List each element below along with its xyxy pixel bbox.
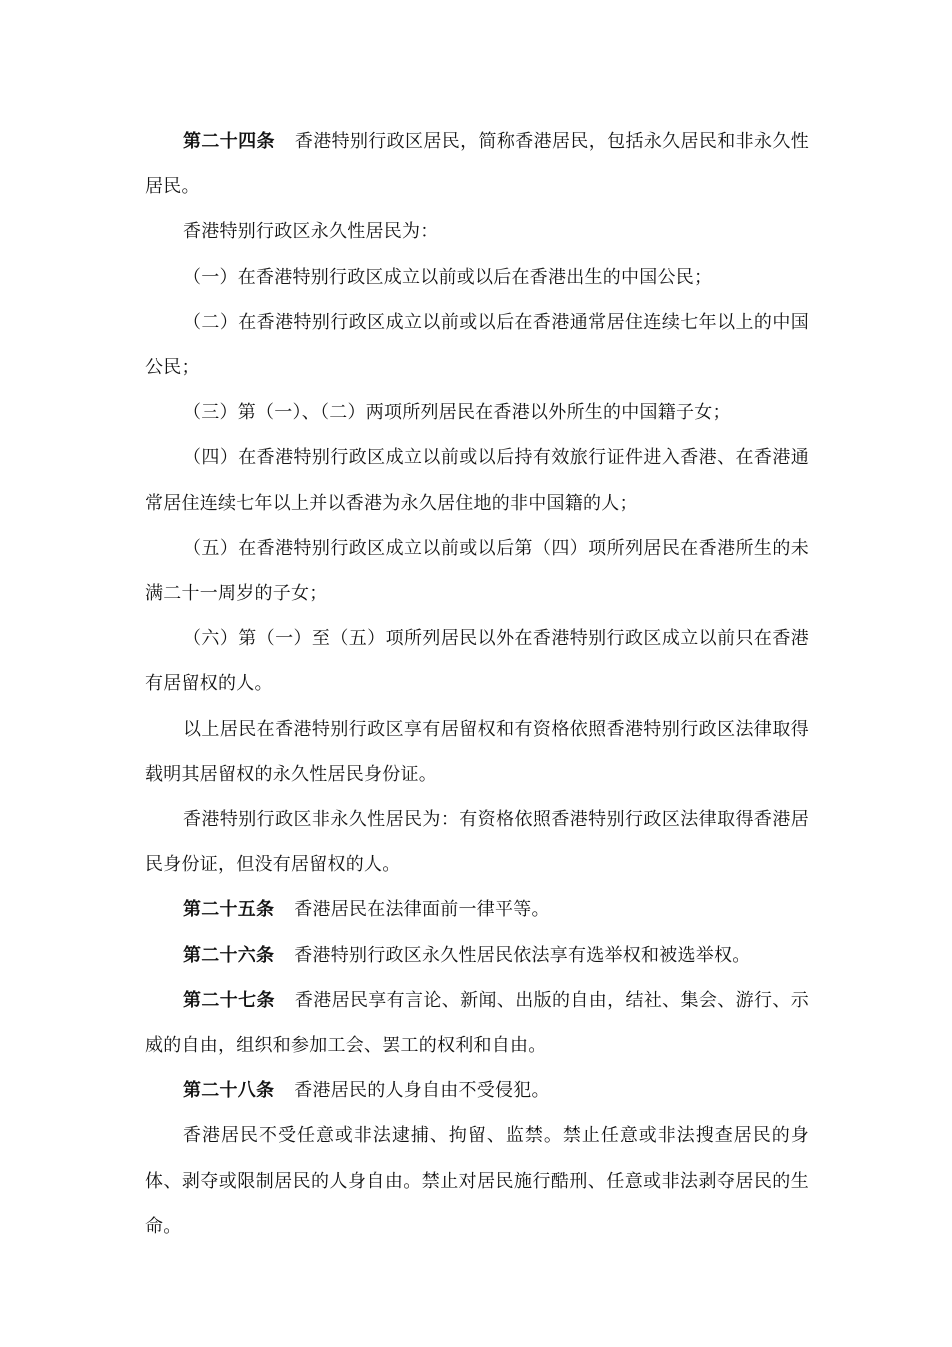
list-item [145,300,809,390]
list-item [145,435,809,525]
article-heading: 第二十八条 [183,1080,275,1102]
paragraph-article-27 [145,978,809,1068]
list-item [145,390,809,435]
paragraph-text: （一）在香港特别行政区成立以前或以后在香港出生的中国公民； [183,266,713,288]
paragraph-text: 香港特别行政区非永久性居民为：有资格依照香港特别行政区法律取得香港居民身份证，但没有居留权的人。 [145,809,809,876]
article-heading: 第二十四条 [183,131,275,152]
paragraph-text: 香港居民不受任意或非法逮捕、拘留、监禁。禁止任意或非法搜查居民的身体、剥夺或限制居民的人身自由。禁止对居民施行酷刑、任意或非法剥夺居民的生命。 [145,1125,809,1237]
paragraph [145,209,809,254]
paragraph [145,1113,809,1249]
article-heading: 第二十六条 [183,944,275,966]
paragraph-text: 香港特别行政区居民，简称香港居民，包括永久居民和非永久性居民。 [145,131,810,198]
paragraph-text: （五）在香港特别行政区成立以前或以后第（四）项所列居民在香港所生的未满二十一周岁的子女； [145,537,809,605]
article-heading: 第二十五条 [183,899,275,921]
paragraph-text: 香港居民在法律面前一律平等。 [294,899,550,921]
paragraph-text: （六）第（一）至（五）项所列居民以外在香港特别行政区成立以前只在香港有居留权的人。 [145,628,809,695]
paragraph-text: 香港特别行政区永久性居民为： [183,221,439,243]
document-body [145,119,809,1249]
paragraph-article-28 [145,1068,809,1113]
paragraph-article-24 [145,119,809,209]
list-item [145,255,809,300]
paragraph-text: （二）在香港特别行政区成立以前或以后在香港通常居住连续七年以上的中国公民； [145,311,809,379]
article-heading: 第二十七条 [183,989,275,1011]
paragraph-text: 香港居民享有言论、新闻、出版的自由，结社、集会、游行、示威的自由，组织和参加工会、罢工的权利和自由。 [145,989,810,1057]
paragraph-article-25 [145,887,809,932]
paragraph-text: （三）第（一）、（二）两项所列居民在香港以外所生的中国籍子女； [183,402,731,424]
paragraph [145,707,809,797]
paragraph-text: （四）在香港特别行政区成立以前或以后持有效旅行证件进入香港、在香港通常居住连续七年以上并以香港为永久居住地的非中国籍的人； [145,447,809,514]
paragraph-text: 香港特别行政区永久性居民依法享有选举权和被选举权。 [294,944,751,966]
paragraph [145,797,809,887]
list-item [145,616,809,706]
list-item [145,526,809,616]
paragraph-text: 以上居民在香港特别行政区享有居留权和有资格依照香港特别行政区法律取得载明其居留权的永久性居民身份证。 [145,718,809,785]
paragraph-article-26 [145,933,809,978]
paragraph-text: 香港居民的人身自由不受侵犯。 [294,1080,550,1102]
